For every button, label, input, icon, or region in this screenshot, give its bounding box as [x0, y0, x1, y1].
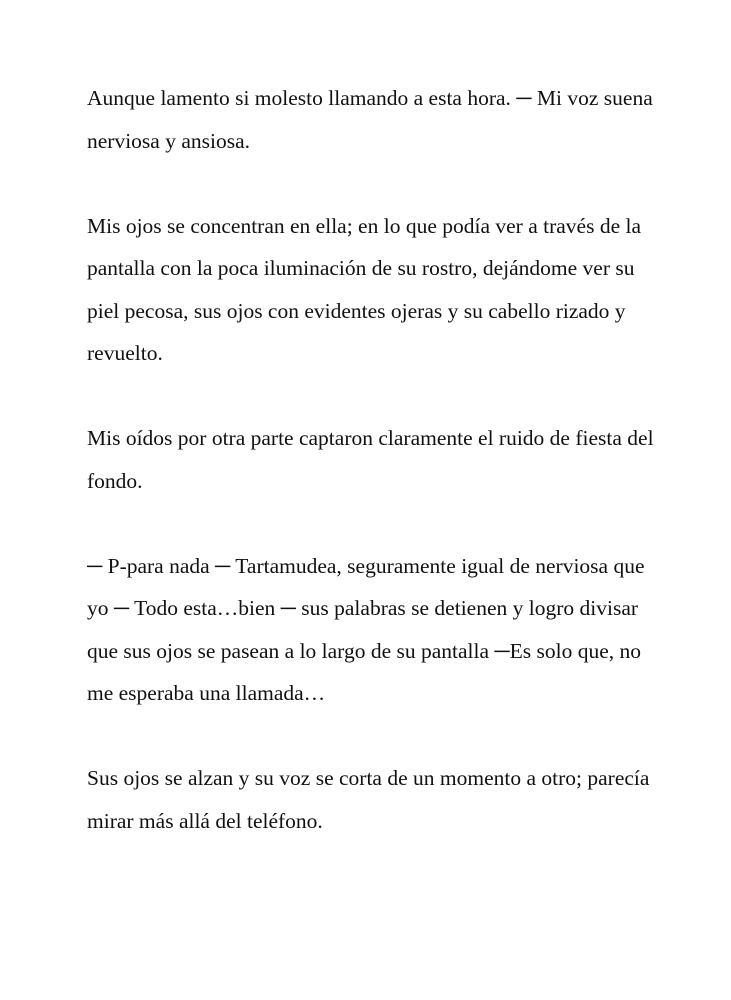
paragraph-3: Mis oídos por otra parte captaron claramente el ruido de fiesta del fondo. [87, 426, 654, 493]
paragraph-2: Mis ojos se concentran en ella; en lo que podía ver a través de la pantalla con la poca iluminación de su rostro, dejándome ver su piel pecosa, sus ojos con evidentes ojeras y su cabello rizado y revuelto. [87, 213, 642, 365]
paragraph-1: Aunque lamento si molesto llamando a esta hora. ─ Mi voz suena nerviosa y ansiosa. [87, 86, 653, 153]
paragraph-5: Sus ojos se alzan y su voz se corta de un momento a otro; parecía mirar más allá del teléfono. [87, 766, 650, 833]
document-page [87, 77, 667, 842]
paragraph-4: ─ P-para nada ─ Tartamudea, seguramente igual de nerviosa que yo ─ Todo esta…bien ─ sus palabras se detienen y logro divisar que sus ojos se pasean a lo largo de su pantalla ─Es solo que, no me esperaba una llamada… [87, 553, 645, 705]
